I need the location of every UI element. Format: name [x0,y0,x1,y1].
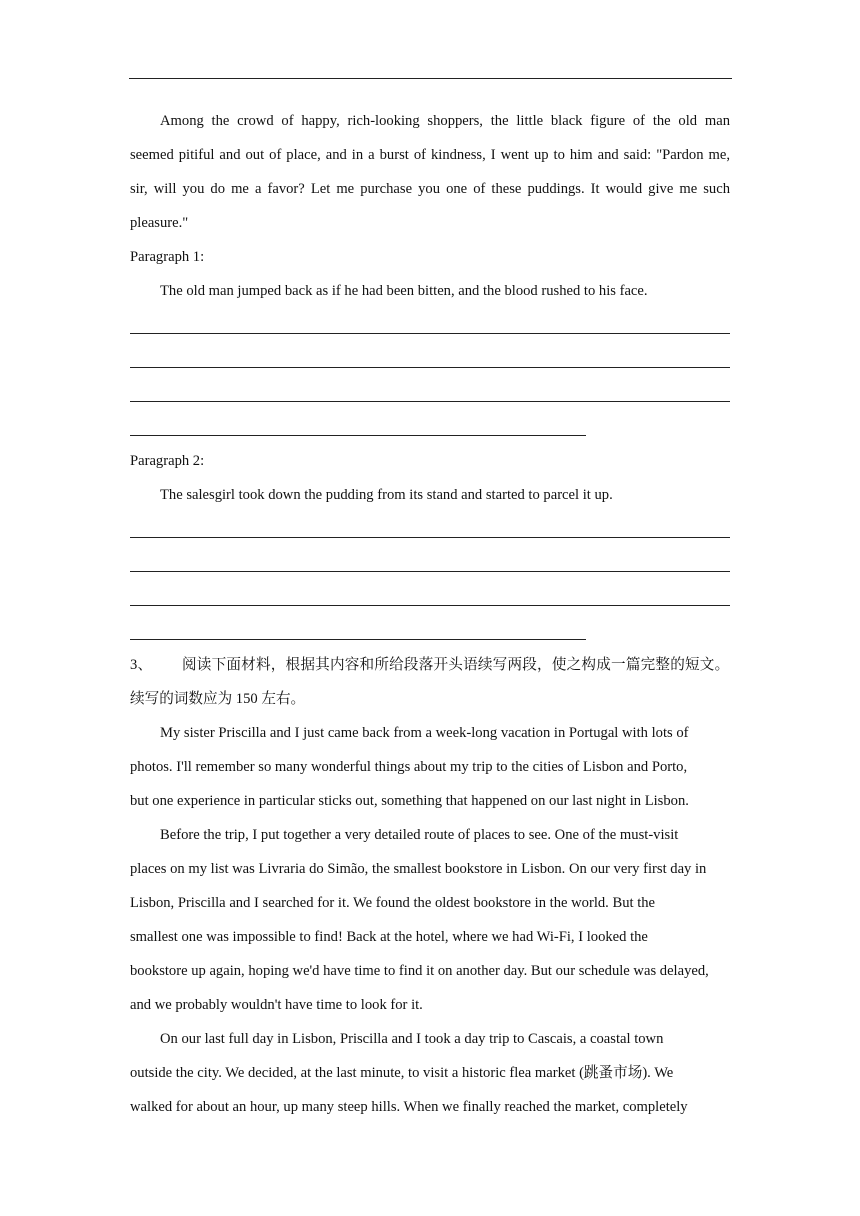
paragraph2-label: Paragraph 2: [130,453,205,469]
answer-line[interactable] [130,546,730,580]
answer-line[interactable] [130,580,730,614]
answer-line[interactable] [130,308,730,342]
intro-line: Among the crowd of happy, rich-looking shoppers, the little black figure of the old man [160,113,730,129]
paragraph2-opening: The salesgirl took down the pudding from its stand and started to parcel it up. [160,487,613,503]
story-line: On our last full day in Lisbon, Priscilla and I took a day trip to Cascais, a coastal town [160,1031,664,1047]
answer-line[interactable] [130,342,730,376]
story-line: walked for about an hour, up many steep hills. When we finally reached the market, completely [130,1099,688,1115]
task3-instruction-text: 阅读下面材料，根据其内容和所给段落开头语续写两段，使之构成一篇完整的短文。 [182,657,730,673]
story-line: smallest one was impossible to find! Back at the hotel, where we had Wi-Fi, I looked the [130,929,648,945]
story-line: outside the city. We decided, at the last minute, to visit a historic flea market (跳蚤市场). We [130,1065,674,1081]
answer-line[interactable] [130,614,730,648]
story-line: Lisbon, Priscilla and I searched for it. We found the oldest bookstore in the world. But the [130,895,656,911]
task3-instruction-line2: 续写的词数应为 150 左右。 [130,691,306,707]
story-line: My sister Priscilla and I just came back from a week-long vacation in Portugal with lots of [160,725,689,741]
task3-instruction [130,648,730,682]
paragraph1-label: Paragraph 1: [130,249,205,265]
story-line: Before the trip, I put together a very detailed route of places to see. One of the must-visit [160,827,679,843]
story-line: places on my list was Livraria do Simão, the smallest bookstore in Lisbon. On our very first day in [130,861,707,877]
task3-number: 3、 [130,657,153,673]
header-rule [129,78,732,79]
intro-line: sir, will you do me a favor? Let me purchase you one of these puddings. It would give me such [130,181,730,197]
story-line: but one experience in particular sticks out, something that happened on our last night in Lisbon. [130,793,689,809]
story-line: and we probably wouldn't have time to look for it. [130,997,423,1013]
answer-line[interactable] [130,512,730,546]
answer-line[interactable] [130,376,730,410]
answer-line[interactable] [130,410,730,444]
story-line: bookstore up again, hoping we'd have time to find it on another day. But our schedule was delayed, [130,963,709,979]
document-body [130,104,730,1124]
intro-line: pleasure." [130,215,189,231]
story-line: photos. I'll remember so many wonderful things about my trip to the cities of Lisbon and Porto, [130,759,688,775]
intro-line: seemed pitiful and out of place, and in a burst of kindness, I went up to him and said: "Pardon me, [130,147,730,163]
paragraph1-opening: The old man jumped back as if he had been bitten, and the blood rushed to his face. [160,283,648,299]
